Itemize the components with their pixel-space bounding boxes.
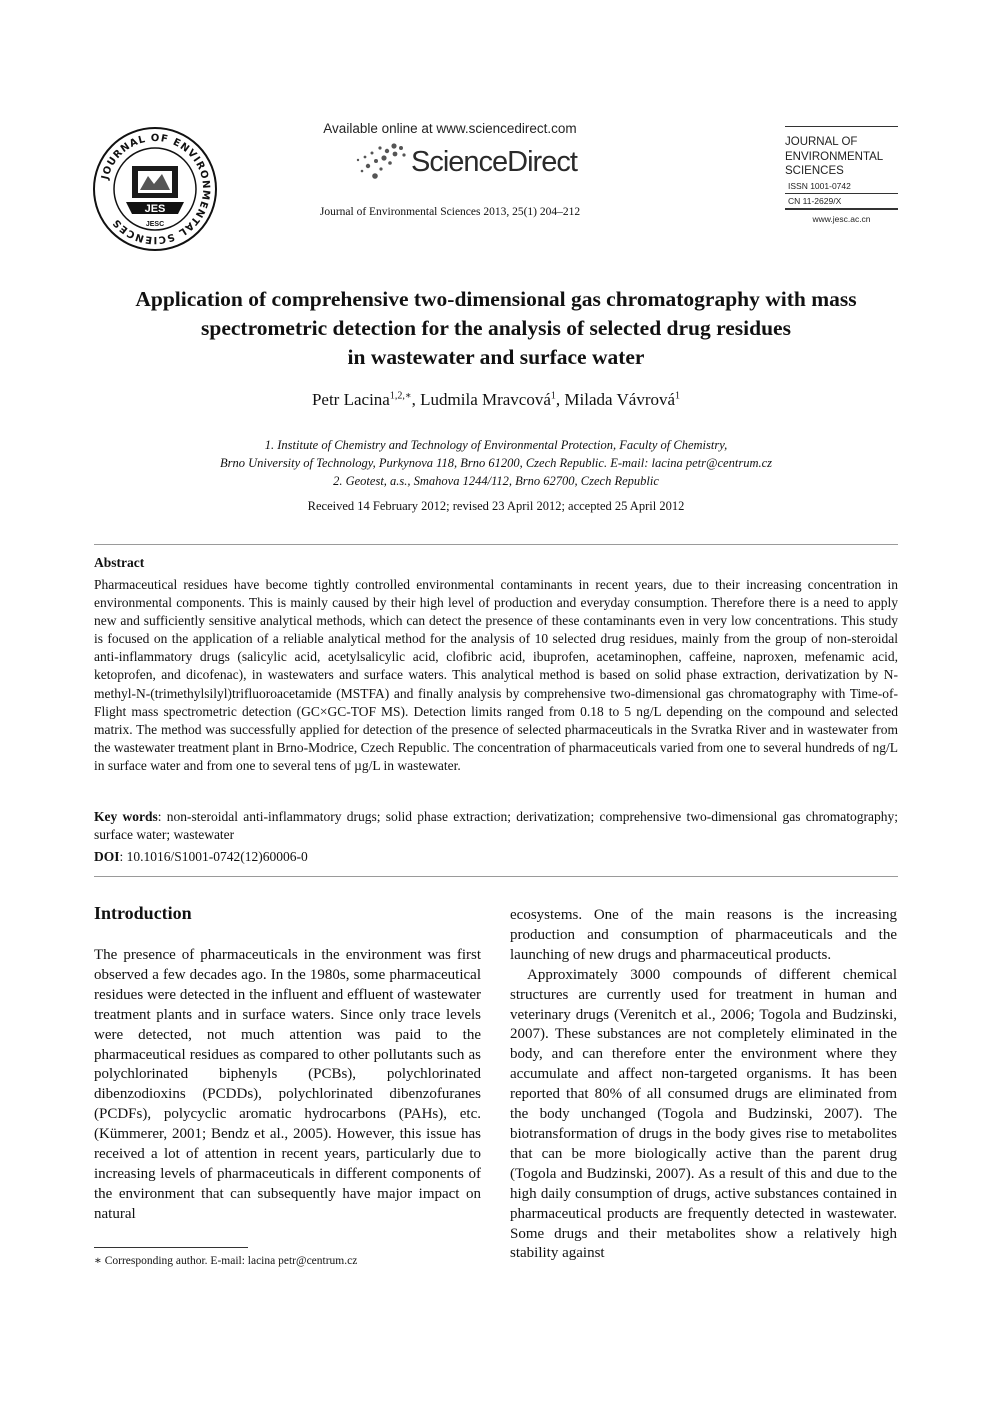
affiliation-line: 1. Institute of Chemistry and Technology of Environmental Protection, Faculty of Chemistry, xyxy=(264,438,728,452)
doi-label: DOI xyxy=(94,849,120,864)
divider xyxy=(94,876,898,877)
title-line: Application of comprehensive two-dimensional gas chromatography with mass xyxy=(135,287,857,311)
section-heading-introduction: Introduction xyxy=(94,903,192,923)
author-affiliation-marker: 1 xyxy=(550,390,556,402)
journal-block-bottom-rule xyxy=(785,208,898,210)
footnote: ∗ Corresponding author. E-mail: lacina petr@centrum.cz xyxy=(94,1255,358,1267)
footnote-rule xyxy=(94,1247,248,1248)
affiliations xyxy=(100,436,892,490)
affiliation-line: Brno University of Technology, Purkynova 118, Brno 61200, Czech Republic. E-mail: lacina petr@centrum.cz xyxy=(219,456,773,470)
keywords-list: : non-steroidal anti-inflammatory drugs; solid phase extraction; derivatization; comprehensive two-dimensional gas chromatography; surface water; wastewater xyxy=(94,809,898,843)
available-online-text: Available online at www.sciencedirect.com xyxy=(323,121,577,136)
title-line: spectrometric detection for the analysis of selected drug residues xyxy=(201,316,791,340)
journal-block-top-rule xyxy=(785,126,898,127)
body-column-left xyxy=(94,946,481,1225)
author-affiliation-marker: 1,2,∗ xyxy=(389,390,412,402)
sciencedirect-wordmark: ScienceDirect xyxy=(411,146,577,178)
sciencedirect-dots-icon xyxy=(354,142,410,182)
journal-block-mid-rule xyxy=(785,193,898,194)
journal-name xyxy=(785,135,883,179)
paragraph: The presence of pharmaceuticals in the environment was first observed a few decades ago. In the 1980s, some pharmaceutical residues were detected in the influent and effluent of wastewater treatment plants and in surface waters. Since only trace levels were detected, not much attention was paid to the pharmaceutical residues as compared to other pollutants such as polychlorinated biphenyls (PCBs), polychlorinated dibenzodioxins (PCDDs), polychlorinated dibenzofuranes (PCDFs), polycyclic aromatic hydrocarbons (PAHs), etc. (Kümmerer, 2001; Bendz et al., 2005). However, this issue has received a lot of attention in recent years, particularly due to increasing levels of pharmaceuticals in different components of the environment that can subsequently have major impact on natural xyxy=(94,947,481,1222)
author-name: Ludmila Mravcová xyxy=(420,390,551,409)
seal-foot-text: JESC xyxy=(145,221,165,228)
journal-cn: CN 11-2629/X xyxy=(788,196,842,206)
author-affiliation-marker: 1 xyxy=(675,390,681,402)
received-dates: Received 14 February 2012; revised 23 April 2012; accepted 25 April 2012 xyxy=(307,499,685,513)
title-line: in wastewater and surface water xyxy=(347,345,645,369)
journal-name-line: ENVIRONMENTAL xyxy=(785,150,884,163)
keywords-label: Key words xyxy=(94,809,158,824)
author-name: Petr Lacina xyxy=(311,390,390,409)
journal-website: www.jesc.ac.cn xyxy=(812,214,871,224)
article-title xyxy=(80,285,912,372)
divider xyxy=(94,544,898,545)
journal-citation: Journal of Environmental Sciences 2013, 25(1) 204–212 xyxy=(319,206,581,218)
doi xyxy=(94,849,308,865)
doi-value[interactable]: : 10.1016/S1001-0742(12)60006-0 xyxy=(119,849,308,864)
abstract-heading: Abstract xyxy=(94,555,145,570)
affiliation-line: 2. Geotest, a.s., Smahova 1244/112, Brno 62700, Czech Republic xyxy=(333,474,659,488)
journal-issn: ISSN 1001-0742 xyxy=(788,181,851,191)
seal-jes-text: JES xyxy=(144,203,166,215)
paragraph: Approximately 3000 compounds of different chemical structures are currently used for treatment in human and veterinary drugs (Verenitch et al., 2006; Togola and Budzinski, 2007). These substances are not completely eliminated in the body, and can therefore enter the environment where they accumulate and affect non-targeted organisms. It has been reported that 80% of all consumed drugs are eliminated from the body unchanged (Togola and Budzinski, 2007). The biotransformation of drugs in the body gives rise to metabolites that can be more biologically active than the parent drug (Togola and Budzinski, 2007). As a result of this and due to the high daily consumption of drugs, active substances contained in pharmaceutical products are frequently detected in wastewater. Some drugs and their metabolites show a relatively high stability against xyxy=(510,966,897,1262)
keywords xyxy=(94,808,898,844)
journal-seal-logo xyxy=(92,126,218,252)
journal-name-line: JOURNAL OF xyxy=(785,136,858,148)
author-name: Milada Vávrová xyxy=(564,390,676,409)
body-column-right xyxy=(510,906,897,1264)
journal-name-line: SCIENCES xyxy=(785,165,844,177)
seal-emblem xyxy=(126,166,184,228)
abstract-text: Pharmaceutical residues have become tightly controlled environmental contaminants in recent years, due to their increasing concentration in environmental components. This is mainly caused by their high level of production and everyday consumption. Therefore there is a need to apply new and sufficiently sensitive analytical methods, which can detect the presence of these contaminants even in very low concentrations. This study is focused on the application of a reliable analytical method for the analysis of 10 selected drug residues, mainly from the group of non-steroidal anti-inflammatory drugs (salicylic acid, acetylsalicylic acid, clofibric acid, ibuprofen, acetaminophen, caffeine, naproxen, mefenamic acid, ketoprofen, and dicofenac), in wastewaters and surface waters. This analytical method is based on solid phase extraction, derivatization by N-methyl-N-(trimethylsilyl)trifluoroacetamide (MSTFA) and finally analysis by comprehensive two-dimensional gas chromatography with Time-of-Flight mass spectrometric detection (GC×GC-TOF MS). Detection limits ranged from 0.18 to 5 ng/L depending on the compound and selected matrix. The method was successfully applied for detection of the presence of selected pharmaceuticals in the Svratka River and in wastewater from the wastewater treatment plant in Brno-Modrice, Czech Republic. The concentration of pharmaceuticals varied from one to several hundreds of ng/L in surface water and from one to several tens of µg/L in wastewater. xyxy=(94,577,898,773)
paragraph: ecosystems. One of the main reasons is the increasing production and consumption of pharmaceuticals and the launching of new drugs and pharmaceutical products. xyxy=(510,907,897,963)
author-list: Petr Lacina$^{1,2,∗}$, Ludmila Mravcová$^1$, Milada Vávrová$^1$ xyxy=(311,390,681,409)
seal-ring-text: JOURNAL OF ENVIRONMENTAL SCIENCES xyxy=(100,132,212,246)
